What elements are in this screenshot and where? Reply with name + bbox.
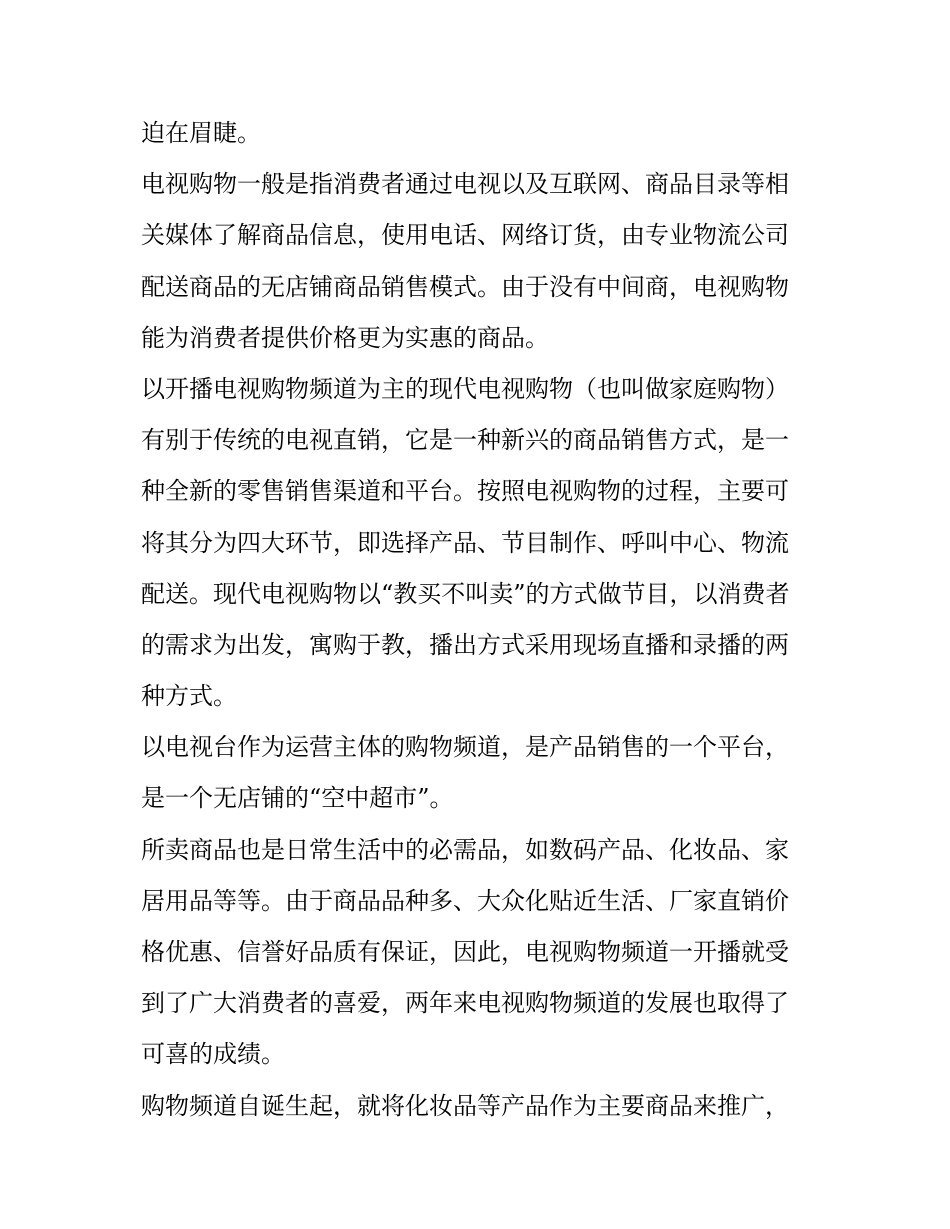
text-line: 的需求为出发，寓购于教，播出方式采用现场直播和录播的两 bbox=[141, 630, 789, 659]
text-line: 以电视台作为运营主体的购物频道，是产品销售的一个平台， bbox=[141, 733, 789, 762]
text-line: 种全新的零售销售渠道和平台。按照电视购物的过程，主要可 bbox=[141, 477, 789, 506]
text-line: 格优惠、信誉好品质有保证，因此，电视购物频道一开播就受 bbox=[141, 938, 789, 966]
text-line: 购物频道自诞生起，就将化妆品等产品作为主要商品来推广， bbox=[141, 1091, 789, 1120]
text-line: 配送。现代电视购物以“教买不叫卖”的方式做节目，以消费者 bbox=[141, 579, 790, 608]
text-line: 电视购物一般是指消费者通过电视以及互联网、商品目录等相 bbox=[141, 170, 789, 199]
text-line: 所卖商品也是日常生活中的必需品，如数码产品、化妆品、家 bbox=[141, 835, 789, 864]
text-line: 以开播电视购物频道为主的现代电视购物（也叫做家庭购物） bbox=[141, 374, 789, 403]
text-line: 居用品等等。由于商品品种多、大众化贴近生活、厂家直销价 bbox=[141, 886, 789, 915]
text-line: 可喜的成绩。 bbox=[141, 1040, 285, 1069]
text-line: 将其分为四大环节，即选择产品、节目制作、呼叫中心、物流 bbox=[141, 528, 789, 557]
text-line: 关媒体了解商品信息，使用电话、网络订货，由专业物流公司 bbox=[141, 221, 789, 250]
text-line: 是一个无店铺的“空中超市”。 bbox=[141, 784, 454, 813]
text-line: 有别于传统的电视直销，它是一种新兴的商品销售方式，是一 bbox=[141, 426, 789, 455]
text-line: 配送商品的无店铺商品销售模式。由于没有中间商，电视购物 bbox=[141, 272, 789, 301]
text-line: 种方式。 bbox=[141, 682, 237, 711]
text-line: 迫在眉睫。 bbox=[141, 119, 261, 147]
text-line: 到了广大消费者的喜爱，两年来电视购物频道的发展也取得了 bbox=[141, 989, 789, 1018]
body-text bbox=[141, 108, 813, 1132]
text-line: 能为消费者提供价格更为实惠的商品。 bbox=[141, 323, 549, 352]
